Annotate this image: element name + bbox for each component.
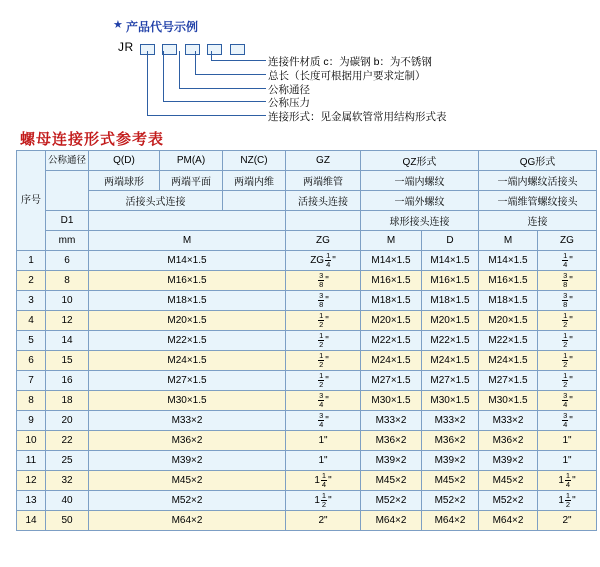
- table-row: [17, 511, 597, 531]
- table-row: [17, 271, 597, 291]
- leader-line: [211, 51, 212, 60]
- cell-qd: M27×1.5: [89, 371, 286, 391]
- cell-qg-m: M22×1.5: [479, 331, 538, 351]
- unit-mm: mm: [46, 231, 89, 251]
- cell-qd: M39×2: [89, 451, 286, 471]
- leader-line: [179, 51, 180, 88]
- table-header-row: [17, 171, 597, 191]
- legend-nominal-pressure: 公称压力: [268, 97, 310, 109]
- header-seq: [17, 151, 46, 251]
- legend-material: 连接件材质 c：为碳钢 b：为不锈钢: [268, 56, 432, 68]
- header-sub-pma: 两端平面: [160, 171, 223, 191]
- leader-line: [147, 51, 148, 115]
- cell-seq: 10: [17, 431, 46, 451]
- product-code-diagram: [0, 0, 600, 130]
- unit-qg-zg: ZG: [538, 231, 597, 251]
- cell-qz-d: M64×2: [422, 511, 479, 531]
- cell-dn: 6: [46, 251, 89, 271]
- code-prefix-label: JR: [118, 40, 134, 54]
- unit-qz-m: M: [361, 231, 422, 251]
- header-d1-gz: [286, 211, 361, 231]
- header-group-qz: QZ形式: [361, 151, 479, 171]
- cell-qz-m: M39×2: [361, 451, 422, 471]
- cell-dn: 18: [46, 391, 89, 411]
- cell-seq: 13: [17, 491, 46, 511]
- cell-qg-m: M18×1.5: [479, 291, 538, 311]
- header-sub-qd: 两端球形: [89, 171, 160, 191]
- header-d1-label: D1: [46, 211, 89, 231]
- cell-dn: 40: [46, 491, 89, 511]
- cell-qz-m: M20×1.5: [361, 311, 422, 331]
- cell-dn: 32: [46, 471, 89, 491]
- code-box: [162, 44, 177, 55]
- cell-dn: 20: [46, 411, 89, 431]
- cell-qg-m: M39×2: [479, 451, 538, 471]
- table-header-row: [17, 211, 597, 231]
- cell-qz-d: M30×1.5: [422, 391, 479, 411]
- cell-qz-d: M33×2: [422, 411, 479, 431]
- cell-dn: 12: [46, 311, 89, 331]
- cell-qd: M45×2: [89, 471, 286, 491]
- header-row3-qg: 一端维管螺纹接头: [479, 191, 597, 211]
- cell-qz-d: M27×1.5: [422, 371, 479, 391]
- cell-qg-m: M45×2: [479, 471, 538, 491]
- table-row: [17, 491, 597, 511]
- header-group-qd: Q(D): [89, 151, 160, 171]
- unit-zg: ZG: [286, 231, 361, 251]
- cell-qz-d: M20×1.5: [422, 311, 479, 331]
- cell-qg-zg: $\frac{1}{2}$ ": [538, 331, 597, 351]
- table-row: [17, 291, 597, 311]
- header-group-nzc: NZ(C): [223, 151, 286, 171]
- cell-qg-zg: 1 $\frac{1}{2}$ ": [538, 491, 597, 511]
- table-row: [17, 251, 597, 271]
- cell-dn: 8: [46, 271, 89, 291]
- cell-qz-d: M24×1.5: [422, 351, 479, 371]
- cell-dn: 16: [46, 371, 89, 391]
- legend-total-length: 总长（长度可根据用户要求定制）: [268, 70, 426, 82]
- table-row: [17, 311, 597, 331]
- header-group-pma: PM(A): [160, 151, 223, 171]
- cell-qd: M64×2: [89, 511, 286, 531]
- cell-qg-zg: 1": [538, 451, 597, 471]
- cell-qd: M16×1.5: [89, 271, 286, 291]
- cell-seq: 12: [17, 471, 46, 491]
- cell-qg-m: M52×2: [479, 491, 538, 511]
- cell-seq: 9: [17, 411, 46, 431]
- cell-gz: 1": [286, 451, 361, 471]
- cell-gz: 1 $\frac{1}{4}$ ": [286, 471, 361, 491]
- cell-qg-zg: 2": [538, 511, 597, 531]
- cell-qd: M52×2: [89, 491, 286, 511]
- cell-qg-m: M30×1.5: [479, 391, 538, 411]
- unit-m: M: [89, 231, 286, 251]
- cell-qz-d: M36×2: [422, 431, 479, 451]
- cell-qg-zg: 1 $\frac{1}{4}$ ": [538, 471, 597, 491]
- cell-qg-zg: 1": [538, 431, 597, 451]
- header-group-gz: GZ: [286, 151, 361, 171]
- code-boxes: [140, 41, 248, 59]
- cell-qz-d: M39×2: [422, 451, 479, 471]
- cell-qg-m: M16×1.5: [479, 271, 538, 291]
- cell-qd: M22×1.5: [89, 331, 286, 351]
- cell-gz: ZG $\frac{1}{4}$ ": [286, 251, 361, 271]
- cell-gz: $\frac{1}{2}$ ": [286, 311, 361, 331]
- header-row3-gz: 活接头连接: [286, 191, 361, 211]
- legend-nominal-diameter: 公称通径: [268, 84, 310, 96]
- star-icon: ★: [113, 19, 123, 31]
- table-row: [17, 411, 597, 431]
- cell-qd: M14×1.5: [89, 251, 286, 271]
- cell-qd: M18×1.5: [89, 291, 286, 311]
- cell-qz-d: M45×2: [422, 471, 479, 491]
- cell-dn: 10: [46, 291, 89, 311]
- code-box: [230, 44, 245, 55]
- cell-qz-d: M18×1.5: [422, 291, 479, 311]
- cell-seq: 3: [17, 291, 46, 311]
- cell-seq: 6: [17, 351, 46, 371]
- code-box: [207, 44, 222, 55]
- diagram-title: 产品代号示例: [126, 20, 199, 34]
- cell-qz-m: M27×1.5: [361, 371, 422, 391]
- header-dn-text: 公称通径: [47, 155, 86, 166]
- cell-qz-m: M33×2: [361, 411, 422, 431]
- cell-seq: 11: [17, 451, 46, 471]
- table-unit-row: [17, 231, 597, 251]
- cell-seq: 4: [17, 311, 46, 331]
- leader-line: [195, 51, 196, 74]
- table-body: [17, 251, 597, 531]
- header-d1-ball: 球形接头连接: [361, 211, 479, 231]
- legend-connection-type: 连接形式：见金属软管常用结构形式表: [268, 111, 447, 123]
- header-d1-blank: [89, 211, 286, 231]
- cell-qz-d: M16×1.5: [422, 271, 479, 291]
- cell-qz-m: M52×2: [361, 491, 422, 511]
- cell-gz: $\frac{1}{2}$ ": [286, 371, 361, 391]
- table-header-row: [17, 191, 597, 211]
- cell-qz-d: M52×2: [422, 491, 479, 511]
- leader-line: [179, 88, 266, 89]
- table-row: [17, 391, 597, 411]
- cell-gz: 1 $\frac{1}{2}$ ": [286, 491, 361, 511]
- table-row: [17, 371, 597, 391]
- cell-qz-m: M22×1.5: [361, 331, 422, 351]
- nut-connection-table: [16, 150, 597, 531]
- page-title: 螺母连接形式参考表: [20, 131, 165, 148]
- code-box: [185, 44, 200, 55]
- header-sub-gz: 两端维管: [286, 171, 361, 191]
- unit-qz-d: D: [422, 231, 479, 251]
- cell-qg-m: M33×2: [479, 411, 538, 431]
- cell-dn: 15: [46, 351, 89, 371]
- table-header-row: [17, 151, 597, 171]
- cell-seq: 1: [17, 251, 46, 271]
- table-row: [17, 431, 597, 451]
- cell-qz-m: M14×1.5: [361, 251, 422, 271]
- cell-qg-zg: $\frac{1}{2}$ ": [538, 311, 597, 331]
- header-row3-left: 活接头式连接: [89, 191, 223, 211]
- cell-qg-m: M27×1.5: [479, 371, 538, 391]
- cell-gz: $\frac{1}{2}$ ": [286, 331, 361, 351]
- header-seq-text: 序号: [21, 195, 41, 206]
- cell-gz: $\frac{1}{2}$ ": [286, 351, 361, 371]
- cell-qg-m: M24×1.5: [479, 351, 538, 371]
- cell-qd: M30×1.5: [89, 391, 286, 411]
- cell-qz-d: M22×1.5: [422, 331, 479, 351]
- table-row: [17, 451, 597, 471]
- header-dn-blank: [46, 171, 89, 211]
- cell-qz-m: M24×1.5: [361, 351, 422, 371]
- cell-seq: 8: [17, 391, 46, 411]
- cell-seq: 2: [17, 271, 46, 291]
- header-sub-qz: 一端内螺纹: [361, 171, 479, 191]
- table-row: [17, 471, 597, 491]
- cell-qg-zg: $\frac{1}{2}$ ": [538, 351, 597, 371]
- cell-gz: $\frac{3}{8}$ ": [286, 291, 361, 311]
- cell-qg-zg: $\frac{3}{4}$ ": [538, 391, 597, 411]
- leader-line: [195, 74, 266, 75]
- cell-gz: $\frac{3}{8}$ ": [286, 271, 361, 291]
- cell-qz-m: M36×2: [361, 431, 422, 451]
- leader-line: [211, 60, 266, 61]
- header-group-qg: QG形式: [479, 151, 597, 171]
- cell-gz: 2": [286, 511, 361, 531]
- cell-gz: $\frac{3}{4}$ ": [286, 411, 361, 431]
- cell-qg-m: M36×2: [479, 431, 538, 451]
- cell-dn: 22: [46, 431, 89, 451]
- cell-qz-m: M45×2: [361, 471, 422, 491]
- leader-line: [147, 115, 266, 116]
- cell-qz-d: M14×1.5: [422, 251, 479, 271]
- cell-dn: 50: [46, 511, 89, 531]
- cell-qd: M36×2: [89, 431, 286, 451]
- cell-qz-m: M64×2: [361, 511, 422, 531]
- cell-qg-zg: $\frac{3}{8}$ ": [538, 271, 597, 291]
- header-sub-nzc: 两端内维: [223, 171, 286, 191]
- cell-qd: M20×1.5: [89, 311, 286, 331]
- cell-seq: 14: [17, 511, 46, 531]
- cell-gz: $\frac{3}{4}$ ": [286, 391, 361, 411]
- table-row: [17, 331, 597, 351]
- leader-line: [163, 101, 266, 102]
- cell-qg-zg: $\frac{1}{4}$ ": [538, 251, 597, 271]
- header-d1-link: 连接: [479, 211, 597, 231]
- cell-gz: 1": [286, 431, 361, 451]
- header-row3-nzc: [223, 191, 286, 211]
- reference-table: [16, 150, 597, 531]
- cell-qd: M33×2: [89, 411, 286, 431]
- cell-qg-zg: $\frac{3}{4}$ ": [538, 411, 597, 431]
- cell-dn: 25: [46, 451, 89, 471]
- cell-qg-zg: $\frac{3}{8}$ ": [538, 291, 597, 311]
- header-row3-qz: 一端外螺纹: [361, 191, 479, 211]
- header-dn: [46, 151, 89, 171]
- cell-seq: 7: [17, 371, 46, 391]
- table-row: [17, 351, 597, 371]
- cell-qd: M24×1.5: [89, 351, 286, 371]
- header-sub-qg: 一端内螺纹活接头: [479, 171, 597, 191]
- cell-qz-m: M30×1.5: [361, 391, 422, 411]
- cell-qg-m: M64×2: [479, 511, 538, 531]
- cell-qg-zg: $\frac{1}{2}$ ": [538, 371, 597, 391]
- cell-qg-m: M14×1.5: [479, 251, 538, 271]
- cell-qg-m: M20×1.5: [479, 311, 538, 331]
- cell-qz-m: M16×1.5: [361, 271, 422, 291]
- cell-dn: 14: [46, 331, 89, 351]
- cell-qz-m: M18×1.5: [361, 291, 422, 311]
- cell-seq: 5: [17, 331, 46, 351]
- leader-line: [163, 51, 164, 101]
- unit-qg-m: M: [479, 231, 538, 251]
